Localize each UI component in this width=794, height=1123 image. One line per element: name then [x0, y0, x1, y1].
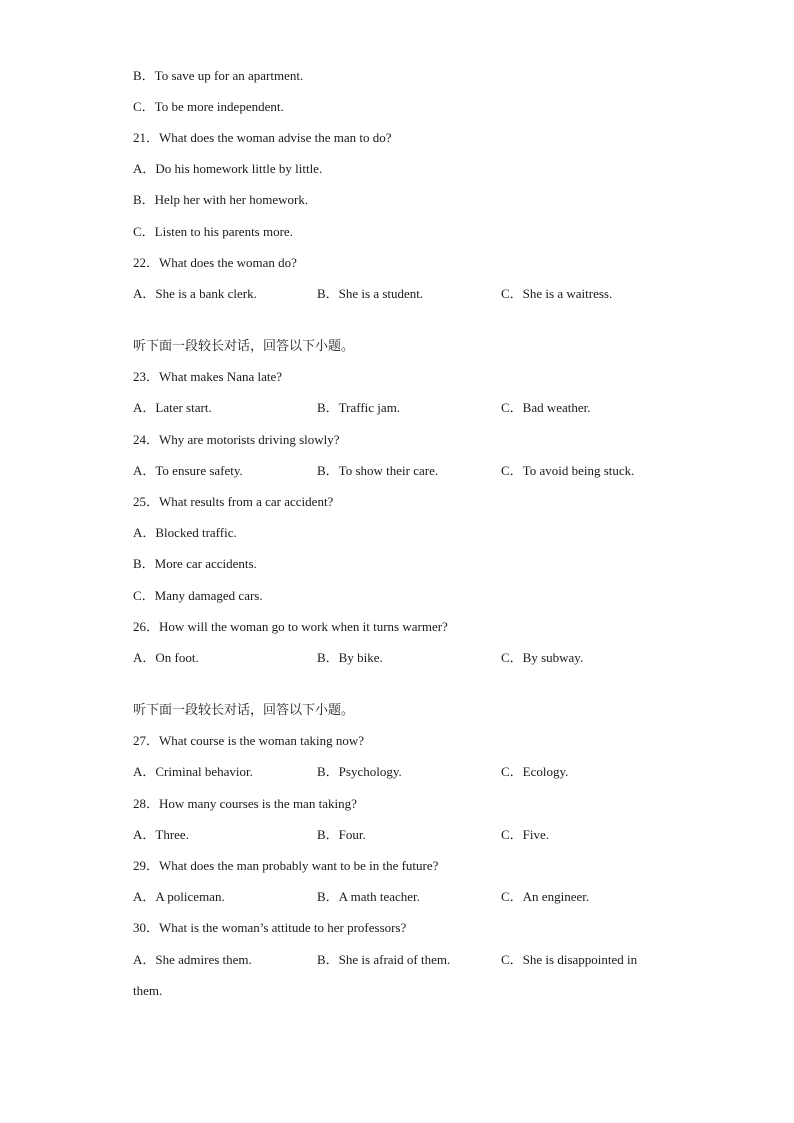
q27-option-a: A．Criminal behavior.	[133, 764, 253, 779]
q29-option-a: A．A policeman.	[133, 889, 225, 904]
question-21: 21．What does the woman advise the man to do?	[133, 130, 392, 145]
q26-option-a: A．On foot.	[133, 650, 199, 665]
q26-option-c: C．By subway.	[501, 650, 584, 665]
question-23: 23．What makes Nana late?	[133, 369, 283, 384]
q30-option-c-continued: them.	[133, 983, 163, 998]
q22-options	[133, 286, 673, 302]
q25-option-c: C．Many damaged cars.	[133, 588, 263, 603]
q24-option-b: B．To show their care.	[317, 463, 439, 478]
q30-option-c: C．She is disappointed in	[501, 952, 638, 967]
q23-option-a: A．Later start.	[133, 400, 212, 415]
q30-option-a: A．She admires them.	[133, 952, 252, 967]
q24-options	[133, 463, 673, 479]
q27-option-c: C．Ecology.	[501, 764, 569, 779]
q28-options	[133, 827, 673, 843]
q24-option-c: C．To avoid being stuck.	[501, 463, 635, 478]
option-c-text: C．To be more independent.	[133, 99, 284, 114]
q28-option-a: A．Three.	[133, 827, 189, 842]
q27-option-b: B．Psychology.	[317, 764, 402, 779]
q24-option-a: A．To ensure safety.	[133, 463, 243, 478]
q29-option-b: B．A math teacher.	[317, 889, 420, 904]
q25-option-a: A．Blocked traffic.	[133, 525, 237, 540]
q29-options	[133, 889, 673, 905]
q30-options	[133, 952, 673, 968]
q23-option-c: C．Bad weather.	[501, 400, 591, 415]
q28-option-c: C．Five.	[501, 827, 550, 842]
q25-option-b: B．More car accidents.	[133, 556, 257, 571]
q26-options	[133, 650, 673, 666]
q27-options	[133, 764, 673, 780]
section-heading: 听下面一段较长对话，回答以下小题。	[133, 703, 355, 718]
q22-option-b: B．She is a student.	[317, 286, 424, 301]
q30-option-b: B．She is afraid of them.	[317, 952, 451, 967]
option-b-text: B．To save up for an apartment.	[133, 68, 304, 83]
q21-option-a: A．Do his homework little by little.	[133, 161, 323, 176]
q21-option-b: B．Help her with her homework.	[133, 192, 309, 207]
question-24: 24．Why are motorists driving slowly?	[133, 432, 340, 447]
q22-option-a: A．She is a bank clerk.	[133, 286, 257, 301]
q21-option-c: C．Listen to his parents more.	[133, 224, 293, 239]
question-25: 25．What results from a car accident?	[133, 494, 334, 509]
question-30: 30．What is the woman’s attitude to her professors?	[133, 920, 407, 935]
q29-option-c: C．An engineer.	[501, 889, 590, 904]
q23-option-b: B．Traffic jam.	[317, 400, 401, 415]
q23-options	[133, 400, 673, 416]
question-29: 29．What does the man probably want to be in the future?	[133, 858, 439, 873]
question-22: 22．What does the woman do?	[133, 255, 297, 270]
question-27: 27．What course is the woman taking now?	[133, 733, 365, 748]
question-26: 26．How will the woman go to work when it turns warmer?	[133, 619, 448, 634]
q28-option-b: B．Four.	[317, 827, 366, 842]
question-28: 28．How many courses is the man taking?	[133, 796, 357, 811]
q22-option-c: C．She is a waitress.	[501, 286, 613, 301]
section-heading: 听下面一段较长对话，回答以下小题。	[133, 339, 355, 354]
q26-option-b: B．By bike.	[317, 650, 383, 665]
